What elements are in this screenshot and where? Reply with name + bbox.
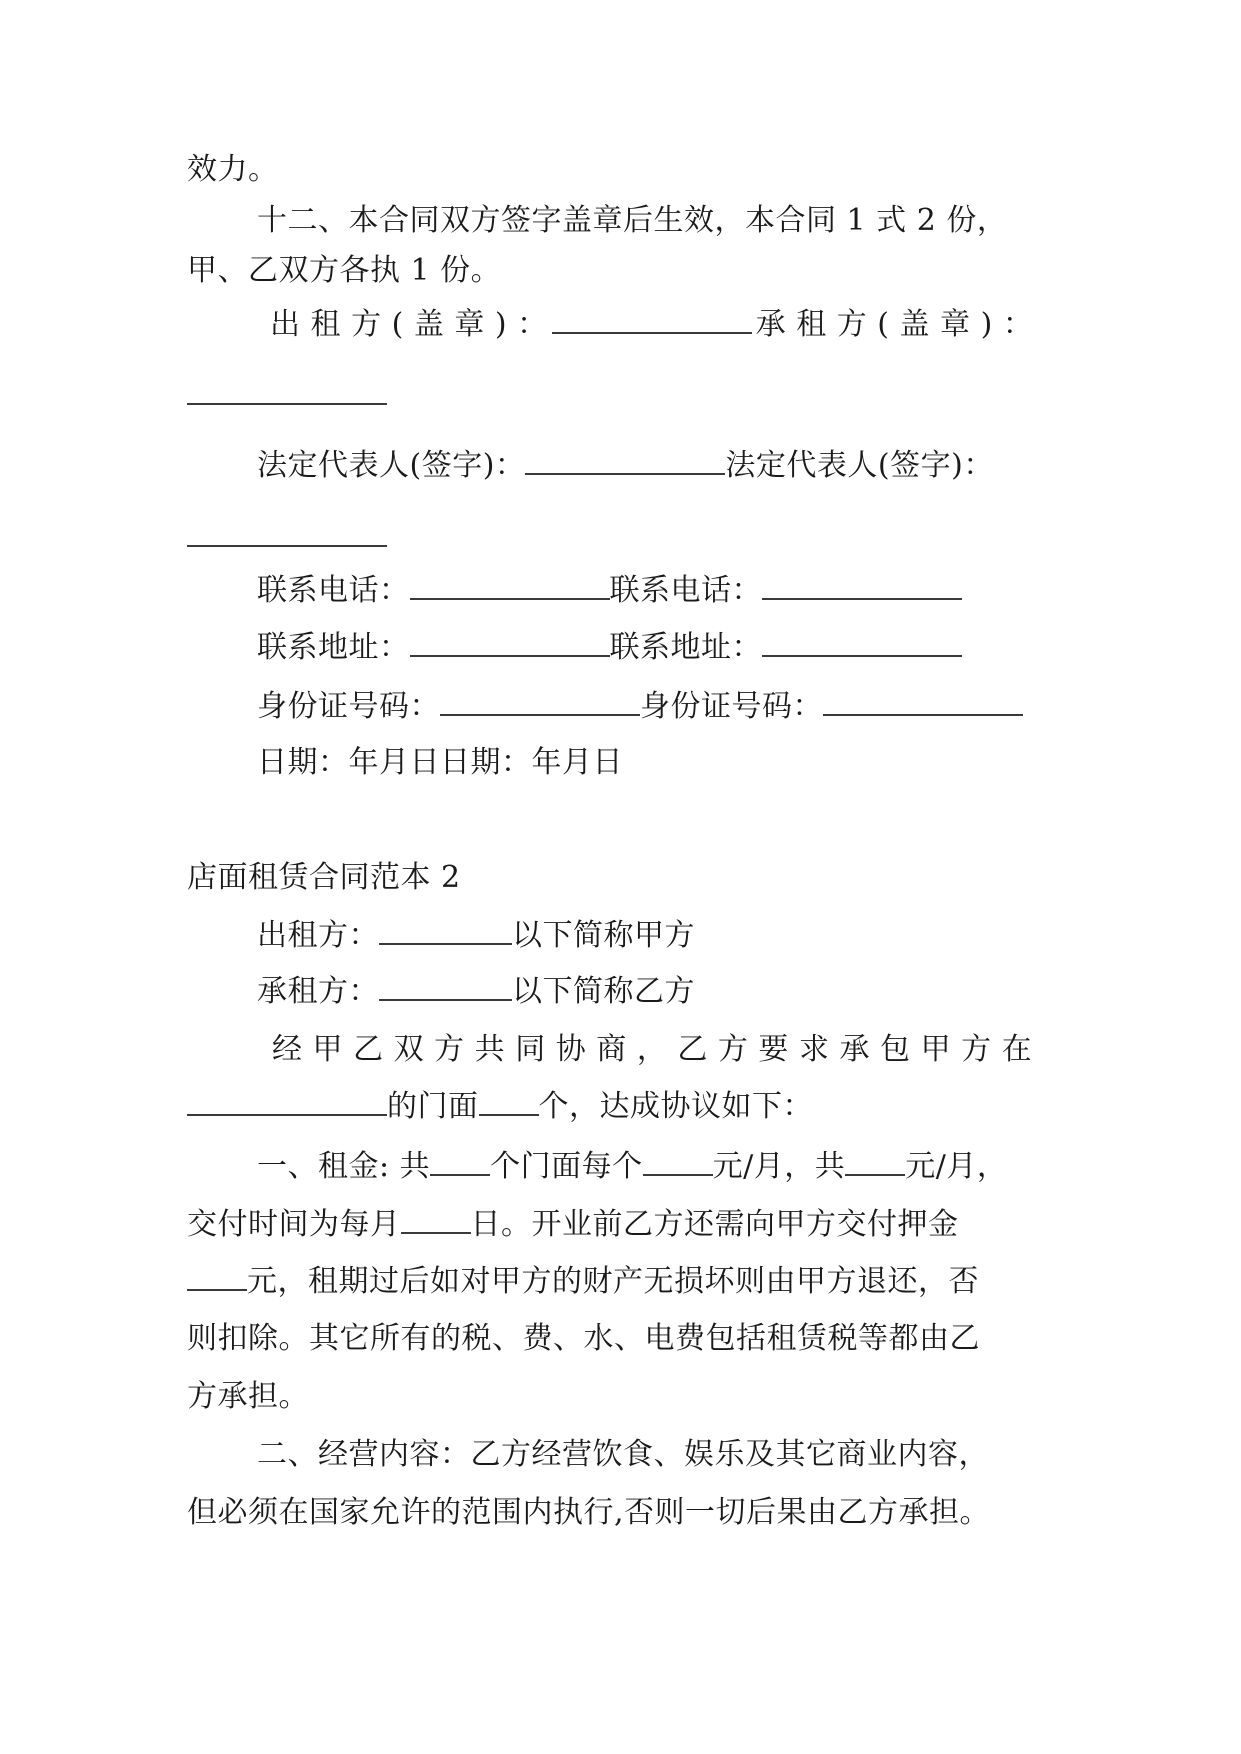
blank-field xyxy=(552,308,752,334)
text-span: 个，达成协议如下： xyxy=(538,1089,813,1124)
text-line xyxy=(187,1377,309,1417)
text-line xyxy=(187,1319,980,1359)
blank-field xyxy=(410,631,610,657)
text-span: 甲、乙双方各执 1 份。 xyxy=(187,253,502,288)
text-line xyxy=(187,1087,813,1127)
text-span: 以下简称乙方 xyxy=(512,974,695,1009)
blank-field xyxy=(762,574,962,600)
blank-field xyxy=(762,631,962,657)
rent-line xyxy=(257,1147,1007,1187)
text-span: 元/月， xyxy=(905,1149,1008,1184)
blank-field xyxy=(845,1150,905,1176)
text-span: 交付时间为每月 xyxy=(187,1207,401,1242)
text-span: 元，租期过后如对甲方的财产无损坏则由甲方退还，否 xyxy=(247,1264,979,1299)
blank-field xyxy=(379,919,512,945)
lessor-line xyxy=(257,916,695,956)
text-span: 以下简称甲方 xyxy=(512,918,695,953)
text-span: 出租方： xyxy=(257,918,379,953)
signature-line-representative xyxy=(257,446,994,486)
label-phone: 联系电话： xyxy=(257,573,410,608)
text-span: 店面租赁合同范本 2 xyxy=(187,860,461,895)
signature-line-lessor xyxy=(270,305,1033,345)
text-line xyxy=(257,1435,989,1475)
blank-field xyxy=(643,1150,713,1176)
blank-field xyxy=(187,403,387,405)
contact-address-line xyxy=(257,628,962,668)
blank-field xyxy=(525,449,725,475)
label-representative: 法定代表人(签字)： xyxy=(725,448,994,483)
section-title xyxy=(187,858,461,898)
text-line xyxy=(187,1262,979,1302)
text-span: 二、经营内容：乙方经营饮食、娱乐及其它商业内容， xyxy=(257,1437,989,1472)
lessee-line xyxy=(257,972,695,1012)
label-lessor-seal: 出 租 方 ( 盖 章 ) ： xyxy=(270,307,548,342)
label-address: 联系地址： xyxy=(257,630,410,665)
text-span: 但必须在国家允许的范围内执行,否则一切后果由乙方承担。 xyxy=(187,1495,991,1530)
text-span: 十二、本合同双方签字盖章后生效，本合同 1 式 2 份， xyxy=(257,203,1008,238)
label-id-number: 身份证号码： xyxy=(640,689,823,724)
date-line xyxy=(257,743,623,783)
blank-field xyxy=(187,545,387,547)
blank-field xyxy=(187,1265,247,1291)
text-line xyxy=(187,251,501,291)
text-span: 效力。 xyxy=(187,152,279,187)
text-line xyxy=(187,1493,990,1533)
blank-field xyxy=(379,975,512,1001)
id-number-line xyxy=(257,687,1023,727)
label-id-number: 身份证号码： xyxy=(257,689,440,724)
text-span: 承租方： xyxy=(257,974,379,1009)
text-span: 个门面每个 xyxy=(490,1149,643,1184)
text-line xyxy=(187,150,279,190)
blank-field xyxy=(823,690,1023,716)
text-span: 方承担。 xyxy=(187,1379,309,1414)
label-representative: 法定代表人(签字)： xyxy=(257,448,526,483)
blank-field xyxy=(410,574,610,600)
text-span: 日。开业前乙方还需向甲方交付押金 xyxy=(470,1207,959,1242)
text-span: 日期：年月日日期：年月日 xyxy=(257,745,623,780)
text-span: 的门面 xyxy=(387,1089,479,1124)
label-phone: 联系电话： xyxy=(609,573,762,608)
contact-phone-line xyxy=(257,571,962,611)
blank-field xyxy=(401,1208,471,1234)
text-span: 经 甲 乙 双 方 共 同 协 商 ， 乙 方 要 求 承 包 甲 方 在 xyxy=(272,1032,1033,1067)
blank-field xyxy=(440,690,640,716)
blank-field xyxy=(479,1090,539,1116)
blank-field xyxy=(187,1090,387,1116)
label-address: 联系地址： xyxy=(609,630,762,665)
text-line xyxy=(187,1205,959,1245)
blank-field xyxy=(430,1150,490,1176)
text-span: 一、租金: 共 xyxy=(257,1149,431,1184)
text-span: 则扣除。其它所有的税、费、水、电费包括租赁税等都由乙 xyxy=(187,1321,980,1356)
text-span: 元/月，共 xyxy=(712,1149,846,1184)
text-line xyxy=(257,201,1042,241)
text-line xyxy=(272,1030,1032,1070)
label-lessee-seal: 承 租 方 ( 盖 章 ) ： xyxy=(755,307,1034,342)
